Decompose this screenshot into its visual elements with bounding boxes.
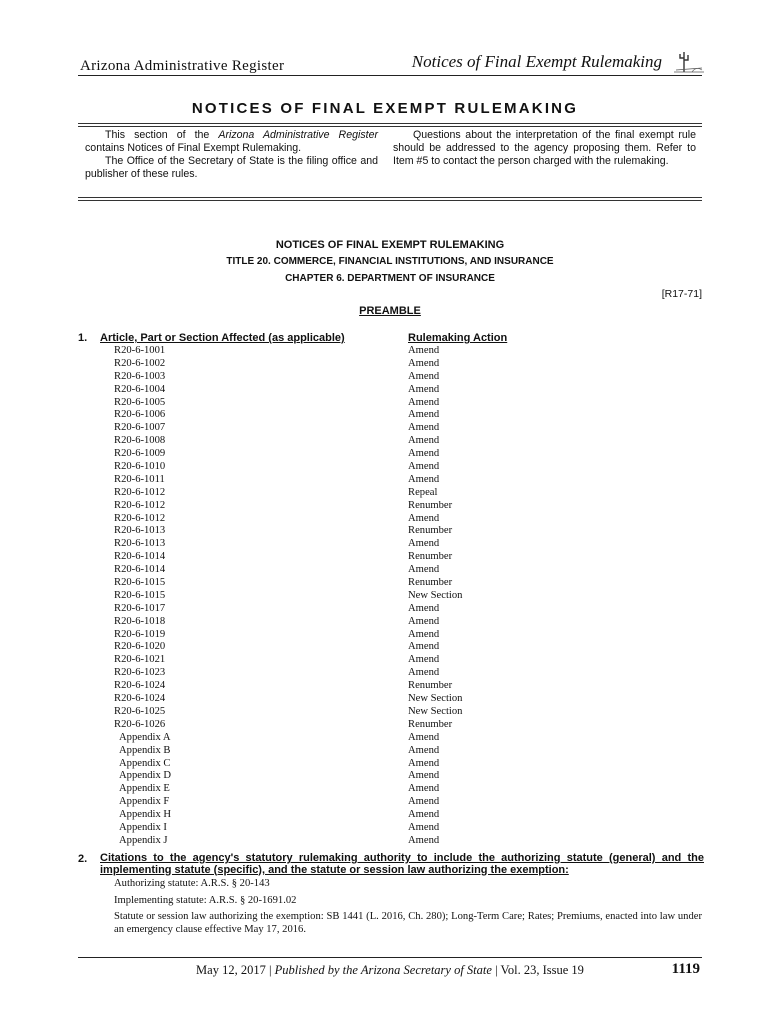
row-action: Amend [408, 757, 440, 769]
row-action: Amend [408, 667, 440, 679]
row-action: Amend [408, 731, 440, 743]
footer-line: May 12, 2017 | Published by the Arizona Secretary of State | Vol. 23, Issue 19 [196, 963, 584, 977]
table-row [110, 525, 470, 538]
row-section: R20-6-1021 [114, 654, 166, 666]
rule-top-1 [78, 123, 702, 124]
register-title: Arizona Administrative Register [80, 58, 285, 74]
register-number: [R17-71] [661, 288, 702, 300]
row-section: R20-6-1023 [114, 667, 166, 679]
column-header-action: Rulemaking Action [408, 332, 508, 344]
row-section: R20-6-1012 [114, 499, 166, 511]
row-action: Amend [408, 654, 440, 666]
row-section: R20-6-1010 [114, 461, 166, 473]
row-action: Amend [408, 345, 440, 356]
table-row [110, 345, 470, 358]
row-action: Renumber [408, 577, 453, 589]
row-section: R20-6-1002 [114, 357, 166, 369]
row-action: New Section [408, 705, 463, 717]
preamble-heading: PREAMBLE [359, 305, 421, 317]
table-row [110, 461, 470, 474]
table-row [110, 719, 470, 732]
row-action: Amend [408, 435, 440, 447]
row-section: R20-6-1015 [114, 589, 166, 601]
table-row [110, 835, 470, 848]
table-row [110, 422, 470, 435]
table-row [110, 371, 470, 384]
table-row [110, 654, 470, 667]
table-row [110, 629, 470, 642]
table-row [110, 732, 470, 745]
session-law: Statute or session law authorizing the exemption: SB 1441 (L. 2016, Ch. 280); Long-Term Care; Rates; Premiums, enacted into law under an emergency clause effective May 17, 2016. [114, 911, 702, 935]
row-action: Amend [408, 628, 440, 640]
table-row [110, 770, 470, 783]
row-action: Amend [408, 564, 440, 576]
row-action: Renumber [408, 525, 453, 537]
row-action: Amend [408, 809, 440, 821]
row-action: Amend [408, 512, 440, 524]
row-section: R20-6-1024 [114, 680, 166, 692]
table-row [110, 706, 470, 719]
row-section: R20-6-1026 [114, 718, 166, 730]
row-section: Appendix E [119, 783, 170, 795]
table-row [110, 809, 470, 822]
row-action: Amend [408, 473, 440, 485]
intro-paragraph-2: The Office of the Secretary of State is the filing office and publisher of these rules. [85, 155, 378, 180]
row-action: Amend [408, 448, 440, 460]
row-section: R20-6-1009 [114, 448, 166, 460]
row-action: Renumber [408, 551, 453, 563]
table-row [110, 500, 470, 513]
row-section: R20-6-1011 [114, 473, 165, 485]
table-row [110, 577, 470, 590]
chapter-line: CHAPTER 6. DEPARTMENT OF INSURANCE [285, 273, 495, 284]
table-row [110, 448, 470, 461]
row-section: R20-6-1003 [114, 370, 166, 382]
row-section: R20-6-1014 [114, 564, 166, 576]
table-row [110, 513, 470, 526]
row-action: Renumber [408, 499, 453, 511]
row-action: Amend [408, 422, 440, 434]
row-action: Amend [408, 396, 440, 408]
footer-publisher: Published by the Arizona Secretary of State [274, 963, 492, 977]
row-action: Amend [408, 783, 440, 795]
table-row [110, 680, 470, 693]
table-row [110, 358, 470, 371]
column-header-section: Article, Part or Section Affected (as applicable) [100, 332, 345, 344]
row-section: Appendix H [119, 809, 172, 821]
saguaro-logo-icon [672, 46, 706, 74]
item-1-number: 1. [78, 332, 88, 344]
page-title: NOTICES OF FINAL EXEMPT RULEMAKING [191, 100, 579, 117]
row-section: Appendix I [119, 821, 167, 833]
table-row [110, 551, 470, 564]
row-action: Amend [408, 370, 440, 382]
header-rule [78, 75, 702, 76]
row-action: Amend [408, 796, 440, 808]
footer-date: May 12, 2017 [196, 963, 266, 977]
row-section: R20-6-1025 [114, 705, 166, 717]
row-action: Renumber [408, 680, 453, 692]
row-action: Amend [408, 409, 440, 421]
row-action: Amend [408, 834, 440, 846]
table-row [110, 384, 470, 397]
implementing-statute: Implementing statute: A.R.S. § 20-1691.02 [114, 895, 297, 906]
table-row [110, 758, 470, 771]
intro-column-right [393, 129, 696, 168]
table-row [110, 590, 470, 603]
row-section: Appendix A [119, 731, 171, 743]
row-section: Appendix B [119, 744, 171, 756]
table-row [110, 435, 470, 448]
row-section: R20-6-1013 [114, 525, 166, 537]
row-section: R20-6-1004 [114, 383, 166, 395]
row-action: New Section [408, 693, 463, 705]
intro-paragraph-1: This section of the Arizona Administrative Register contains Notices of Final Exempt Rulemaking. [85, 129, 378, 154]
table-row [110, 564, 470, 577]
row-action: Amend [408, 744, 440, 756]
row-section: Appendix C [119, 757, 171, 769]
row-section: R20-6-1020 [114, 641, 166, 653]
row-action: Amend [408, 615, 440, 627]
row-action: Amend [408, 602, 440, 614]
row-section: R20-6-1006 [114, 409, 166, 421]
row-section: Appendix D [119, 770, 172, 782]
table-row [110, 783, 470, 796]
table-row [110, 796, 470, 809]
row-section: R20-6-1007 [114, 422, 166, 434]
table-row [110, 474, 470, 487]
row-section: R20-6-1008 [114, 435, 166, 447]
table-row [110, 667, 470, 680]
table-row [110, 641, 470, 654]
page-number: 1119 [671, 961, 700, 977]
authorizing-statute: Authorizing statute: A.R.S. § 20-143 [114, 878, 270, 889]
row-section: R20-6-1012 [114, 486, 166, 498]
row-action: Amend [408, 461, 440, 473]
rule-mid-1 [78, 197, 702, 198]
row-section: R20-6-1012 [114, 512, 166, 524]
row-section: R20-6-1005 [114, 396, 166, 408]
item-2-number: 2. [78, 853, 88, 865]
rulemaking-table [110, 345, 470, 848]
row-section: R20-6-1014 [114, 551, 166, 563]
table-row [110, 616, 470, 629]
row-action: Amend [408, 383, 440, 395]
table-row [110, 397, 470, 410]
intro-paragraph-3: Questions about the interpretation of the final exempt rule should be addressed to the agency proposing them. Refer to Item #5 to contact the person charged with the rulemaking. [393, 129, 696, 167]
row-section: R20-6-1015 [114, 577, 166, 589]
table-row [110, 603, 470, 616]
row-section: R20-6-1018 [114, 615, 166, 627]
table-row [110, 409, 470, 422]
row-action: Amend [408, 641, 440, 653]
row-action: Amend [408, 357, 440, 369]
item-2-heading: Citations to the agency's statutory rulemaking authority to include the authorizing statute (general) and the implementing statute (specific), and the statute or session law authorizing the exemption: [100, 852, 704, 876]
row-section: Appendix J [119, 834, 168, 846]
footer-volume: Vol. 23, Issue 19 [500, 963, 584, 977]
row-section: R20-6-1019 [114, 628, 166, 640]
row-section: R20-6-1017 [114, 602, 166, 614]
row-section: R20-6-1013 [114, 538, 166, 550]
table-row [110, 822, 470, 835]
row-section: Appendix F [119, 796, 170, 808]
row-action: Amend [408, 538, 440, 550]
intro-column-left [85, 129, 378, 181]
table-row [110, 487, 470, 500]
table-row [110, 745, 470, 758]
rule-top-2 [78, 126, 702, 127]
row-section: R20-6-1024 [114, 693, 166, 705]
row-action: New Section [408, 589, 463, 601]
table-row [110, 538, 470, 551]
table-row [110, 693, 470, 706]
section-title: Notices of Final Exempt Rulemaking [411, 52, 662, 71]
title-line: TITLE 20. COMMERCE, FINANCIAL INSTITUTIONS, AND INSURANCE [226, 256, 554, 267]
footer-rule [78, 957, 702, 958]
row-action: Repeal [408, 486, 438, 498]
rule-mid-2 [78, 200, 702, 201]
row-section: R20-6-1001 [114, 345, 166, 356]
row-action: Amend [408, 770, 440, 782]
row-action: Renumber [408, 718, 453, 730]
notice-heading: NOTICES OF FINAL EXEMPT RULEMAKING [275, 239, 505, 251]
row-action: Amend [408, 821, 440, 833]
